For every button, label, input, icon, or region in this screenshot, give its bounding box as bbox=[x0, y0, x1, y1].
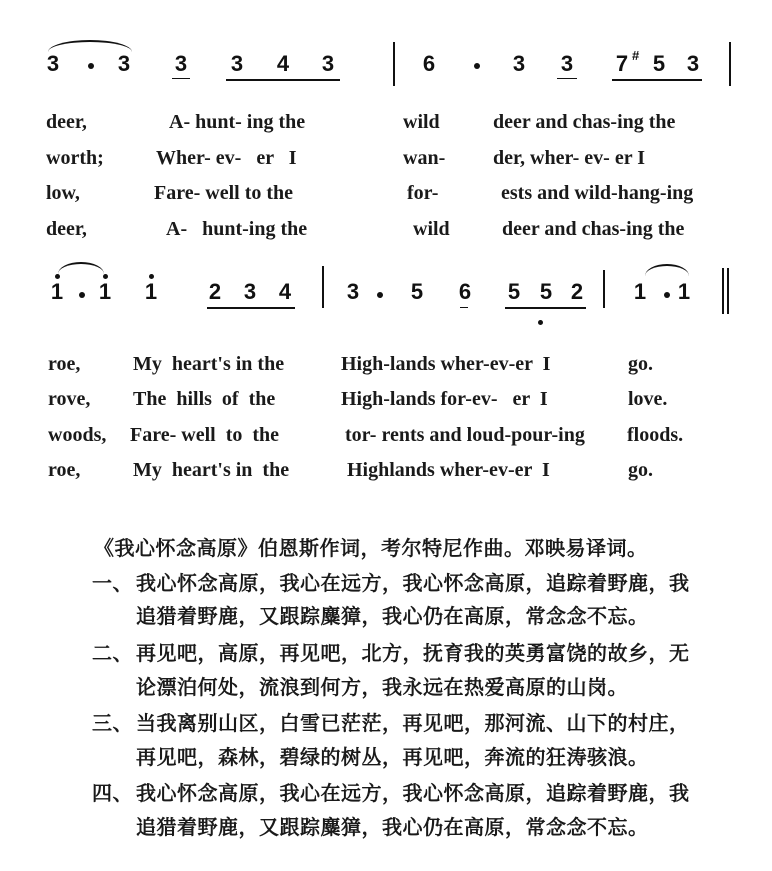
verse-line: 再见吧，高原，再见吧，北方，抚育我的英勇富饶的故乡，无 bbox=[136, 641, 690, 665]
lyric-segment: low, bbox=[46, 182, 80, 204]
lyric-segment: My heart's in the bbox=[133, 459, 290, 481]
note: 3 bbox=[230, 51, 244, 76]
lyric-segment: A- hunt- ing the bbox=[169, 111, 306, 133]
augmentation-dot bbox=[88, 63, 94, 69]
verse-line: 当我离别山区，白雪已茫茫，再见吧，那河流、山下的村庄， bbox=[136, 711, 690, 735]
augmentation-dot bbox=[474, 63, 480, 69]
low-octave-dot bbox=[538, 320, 543, 325]
sharp-accidental: # bbox=[632, 48, 640, 63]
note: 1 bbox=[98, 279, 112, 304]
verse-line: 我心怀念高原，我心在远方，我心怀念高原，追踪着野鹿，我 bbox=[136, 571, 690, 595]
lyric-segment: wild bbox=[413, 218, 450, 240]
lyric-segment: love. bbox=[628, 388, 668, 410]
note: 3 bbox=[512, 51, 526, 76]
verse-number: 二、 bbox=[92, 641, 133, 665]
eighth-underline bbox=[612, 79, 702, 81]
augmentation-dot bbox=[664, 292, 670, 298]
lyric-segment: deer and chas-ing the bbox=[493, 111, 676, 133]
note: 3 bbox=[346, 279, 360, 304]
eighth-underline bbox=[505, 307, 586, 309]
lyric-segment: deer, bbox=[46, 218, 87, 240]
song-credits: 《我心怀念高原》伯恩斯作词，考尔特尼作曲。邓映易译词。 bbox=[94, 536, 648, 560]
lyric-segment: wild bbox=[403, 111, 440, 133]
lyric-segment: roe, bbox=[48, 459, 81, 481]
verse-line: 追猎着野鹿，又跟踪麋獐，我心仍在高原，常念念不忘。 bbox=[136, 815, 649, 839]
verse-number: 四、 bbox=[92, 781, 133, 805]
note: 5 bbox=[539, 279, 553, 304]
note: 3 bbox=[243, 279, 257, 304]
eighth-underline bbox=[207, 307, 295, 309]
lyric-segment: High-lands for-ev- er I bbox=[341, 388, 548, 410]
lyric-segment: go. bbox=[628, 353, 653, 375]
note: 3 bbox=[686, 51, 700, 76]
eighth-underline bbox=[172, 78, 190, 79]
note: 3 bbox=[174, 51, 188, 76]
verse-number: 三、 bbox=[92, 711, 133, 735]
eighth-underline bbox=[460, 307, 468, 308]
notation-row-1 bbox=[0, 30, 772, 100]
note: 5 bbox=[652, 51, 666, 76]
note: 1 bbox=[50, 279, 64, 304]
note: 4 bbox=[278, 279, 292, 304]
lyric-segment: der, wher- ev- er I bbox=[493, 147, 645, 169]
verse-line: 我心怀念高原，我心在远方，我心怀念高原，追踪着野鹿，我 bbox=[136, 781, 690, 805]
lyric-segment: The hills of the bbox=[133, 388, 276, 410]
note: 1 bbox=[633, 279, 647, 304]
note: 7 bbox=[615, 51, 629, 76]
verse-number: 一、 bbox=[92, 571, 133, 595]
lyric-segment: woods, bbox=[48, 424, 107, 446]
bar-line bbox=[393, 42, 395, 86]
slur-mark bbox=[645, 264, 689, 276]
note: 5 bbox=[507, 279, 521, 304]
note: 2 bbox=[208, 279, 222, 304]
lyric-segment: ests and wild-hang-ing bbox=[501, 182, 694, 204]
lyric-segment: High-lands wher-ev-er I bbox=[341, 353, 551, 375]
lyric-segment: deer, bbox=[46, 111, 87, 133]
bar-line bbox=[603, 270, 605, 308]
lyric-segment: rove, bbox=[48, 388, 91, 410]
lyric-segment: wan- bbox=[403, 147, 446, 169]
lyric-segment: floods. bbox=[627, 424, 684, 446]
lyric-segment: Highlands wher-ev-er I bbox=[347, 459, 550, 481]
verse-line: 追猎着野鹿，又跟踪麋獐，我心仍在高原，常念念不忘。 bbox=[136, 604, 649, 628]
note: 6 bbox=[422, 51, 436, 76]
note: 3 bbox=[321, 51, 335, 76]
final-bar-line bbox=[727, 268, 729, 314]
bar-line bbox=[729, 42, 731, 86]
slur-mark bbox=[58, 262, 104, 274]
note: 2 bbox=[570, 279, 584, 304]
lyric-segment: tor- rents and loud-pour-ing bbox=[345, 424, 585, 446]
lyric-segment: worth; bbox=[46, 147, 104, 169]
notation-row-2 bbox=[0, 258, 772, 328]
augmentation-dot bbox=[377, 292, 383, 298]
eighth-underline bbox=[557, 78, 577, 79]
note: 6 bbox=[458, 279, 472, 304]
lyric-segment: My heart's in the bbox=[133, 353, 285, 375]
note: 4 bbox=[276, 51, 290, 76]
note: 3 bbox=[560, 51, 574, 76]
lyric-segment: deer and chas-ing the bbox=[502, 218, 685, 240]
lyric-segment: Fare- well to the bbox=[130, 424, 280, 446]
lyric-segment: go. bbox=[628, 459, 653, 481]
verse-line: 再见吧，森林，碧绿的树丛，再见吧，奔流的狂涛骇浪。 bbox=[136, 745, 649, 769]
bar-line bbox=[322, 266, 324, 308]
lyric-segment: for- bbox=[407, 182, 439, 204]
final-bar-line bbox=[722, 268, 724, 314]
note: 3 bbox=[46, 51, 60, 76]
eighth-underline bbox=[226, 79, 340, 81]
lyric-segment: Wher- ev- er I bbox=[156, 147, 297, 169]
note: 1 bbox=[677, 279, 691, 304]
augmentation-dot bbox=[79, 292, 85, 298]
note: 5 bbox=[410, 279, 424, 304]
note: 1 bbox=[144, 279, 158, 304]
note: 3 bbox=[117, 51, 131, 76]
lyric-segment: Fare- well to the bbox=[154, 182, 294, 204]
lyric-segment: A- hunt-ing the bbox=[166, 218, 308, 240]
lyric-segment: roe, bbox=[48, 353, 81, 375]
verse-line: 论漂泊何处，流浪到何方，我永远在热爱高原的山岗。 bbox=[136, 675, 628, 699]
